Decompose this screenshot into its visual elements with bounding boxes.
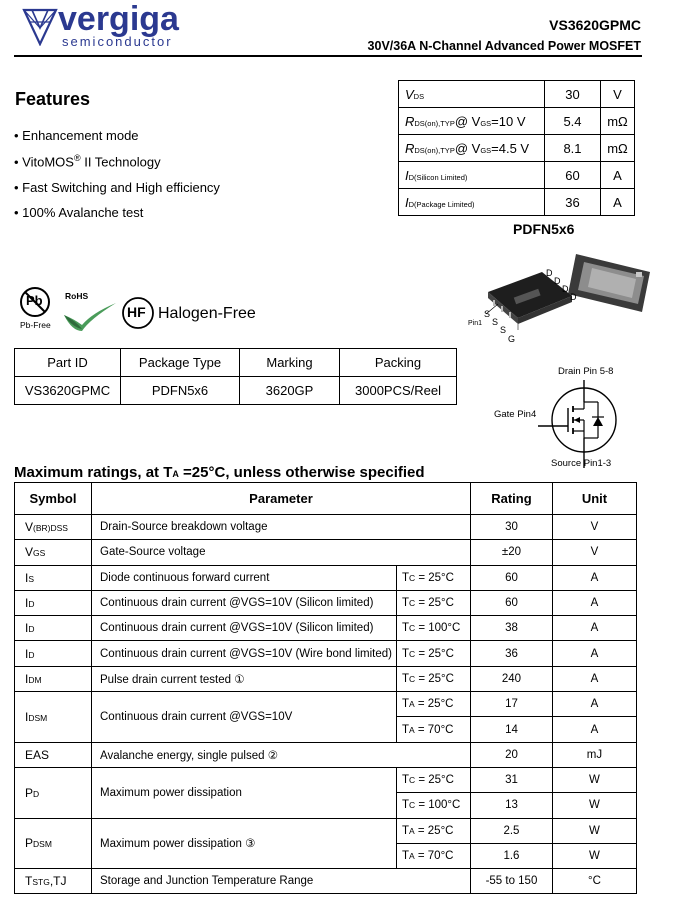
logo-subtitle: semiconductor — [62, 34, 173, 49]
table-row: ID(Silicon Limited) 60 A — [399, 162, 635, 189]
source-pin-label: Source Pin1-3 — [551, 458, 612, 469]
table-row: PDSM Maximum power dissipation ③ TA = 25°C 2.5 W — [15, 818, 637, 843]
table-row: TA = 70°C 1.6 W — [15, 843, 637, 868]
table-row: ID Continuous drain current @VGS=10V (Wire bond limited) TC = 25°C 36 A — [15, 641, 637, 666]
mosfet-schematic — [490, 364, 640, 474]
table-row: RDS(on),TYP@ VGS=4.5 V 8.1 mΩ — [399, 135, 635, 162]
drain-pin-label: Drain Pin 5-8 — [558, 366, 614, 377]
table-row: IDSM Continuous drain current @VGS=10V TA = 25°C 17 A — [15, 692, 637, 717]
pin-label-d: D — [570, 292, 577, 302]
ordering-table — [14, 348, 457, 405]
logo-mark — [22, 8, 58, 51]
table-header-row: Symbol Parameter Rating Unit — [15, 483, 637, 515]
pin-label-d: D — [554, 276, 561, 286]
table-row: RDS(on),TYP@ VGS=10 V 5.4 mΩ — [399, 108, 635, 135]
table-row: TSTG,TJ Storage and Junction Temperature Range -55 to 150 °C — [15, 869, 637, 894]
halogen-free-icon: HF — [121, 296, 155, 335]
table-row: ID Continuous drain current @VGS=10V (Silicon limited) TC = 25°C 60 A — [15, 590, 637, 615]
table-row: IDM Pulse drain current tested ① TC = 25°C 240 A — [15, 666, 637, 691]
feature-item: • 100% Avalanche test — [14, 205, 144, 220]
table-row: ID Continuous drain current @VGS=10V (Silicon limited) TC = 100°C 38 A — [15, 616, 637, 641]
maximum-ratings-table — [14, 482, 637, 894]
table-row: V(BR)DSS Drain-Source breakdown voltage 30 V — [15, 515, 637, 540]
pin-label-s: S — [492, 317, 499, 327]
gate-pin-label: Gate Pin4 — [494, 409, 537, 420]
table-row: ID(Package Limited) 36 A — [399, 189, 635, 216]
pin-label-g: G — [508, 334, 516, 344]
package-label: PDFN5x6 — [513, 221, 575, 237]
pin-label-s: S — [484, 309, 491, 319]
table-row: VGS Gate-Source voltage ±20 V — [15, 540, 637, 565]
rohs-icon: RoHS — [62, 291, 118, 335]
key-parameters-table — [398, 80, 635, 216]
ratings-title: Maximum ratings, at TA =25°C, unless otherwise specified — [14, 464, 425, 481]
feature-item: • VitoMOS® II Technology — [14, 153, 161, 170]
features-title: Features — [15, 89, 91, 109]
table-row: IS Diode continuous forward current TC = 25°C 60 A — [15, 565, 637, 590]
table-row: EAS Avalanche energy, single pulsed ② 20 mJ — [15, 742, 637, 767]
table-row: VDS 30 V — [399, 81, 635, 108]
document-subtitle: 30V/36A N-Channel Advanced Power MOSFET — [367, 39, 641, 53]
halogen-free-label: Halogen-Free — [158, 305, 256, 322]
pin-label-s: S — [500, 325, 507, 335]
pin-label-d: D — [562, 284, 569, 294]
table-row: VS3620GPMC PDFN5x6 3620GP 3000PCS/Reel — [15, 377, 457, 405]
pb-free-icon: Pb Pb-Free — [18, 286, 60, 332]
pin1-label: Pin1 — [468, 320, 483, 327]
logo-name: vergiga — [58, 0, 179, 38]
feature-item: • Fast Switching and High efficiency — [14, 180, 220, 195]
part-number: VS3620GPMC — [549, 17, 641, 33]
feature-item: • Enhancement mode — [14, 128, 139, 143]
header-divider — [14, 55, 642, 57]
table-row: TA = 70°C 14 A — [15, 717, 637, 742]
pin-label-d: D — [546, 268, 553, 278]
table-row: PD Maximum power dissipation TC = 25°C 31 W — [15, 767, 637, 792]
package-image — [464, 248, 660, 348]
table-header-row: Part ID Package Type Marking Packing — [15, 349, 457, 377]
table-row: TC = 100°C 13 W — [15, 793, 637, 818]
